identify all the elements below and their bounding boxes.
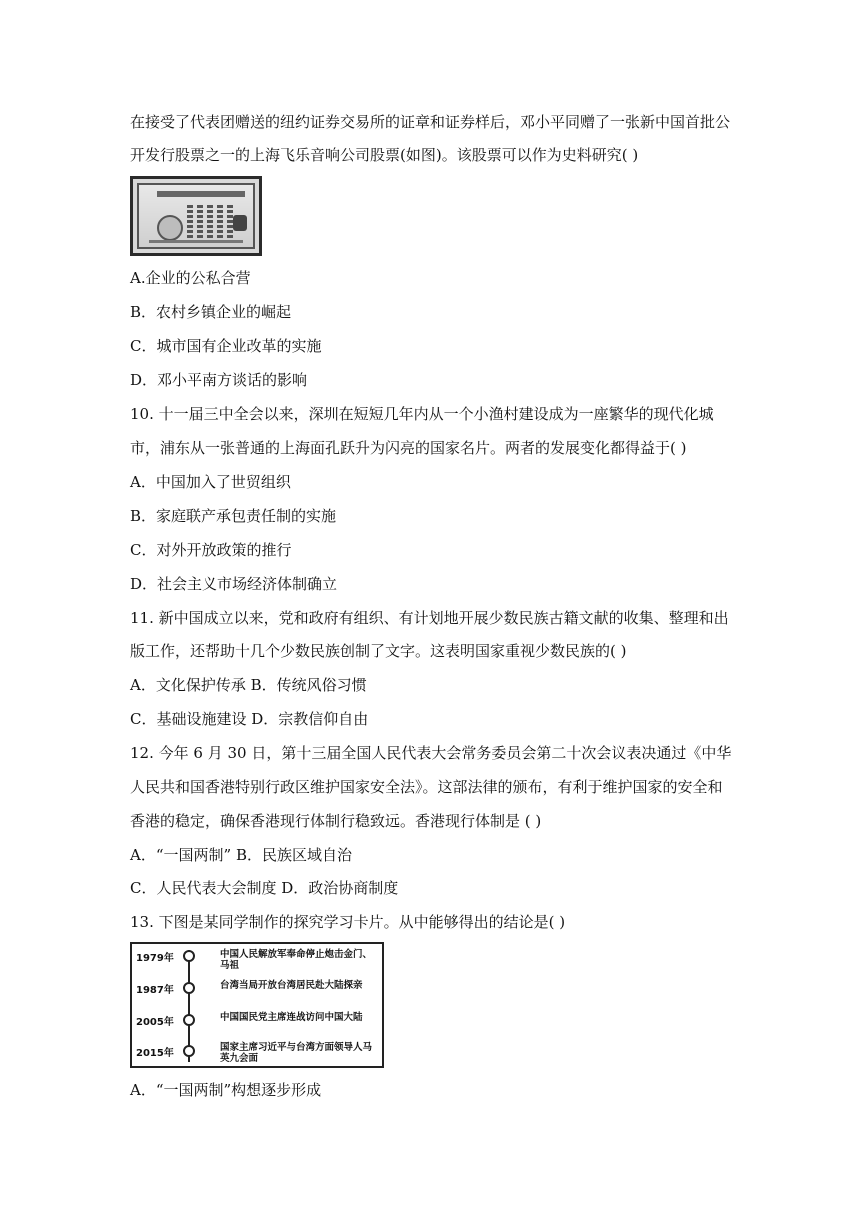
timeline-card	[130, 942, 384, 1068]
q10-stem-line-1: 10. 十一届三中全会以来，深圳在短短几年内从一个小渔村建设成为一座繁华的现代化城	[130, 405, 714, 423]
q11-options-ab: A．文化保护传承 B．传统风俗习惯	[130, 676, 367, 694]
timeline-event: 台湾当局开放台湾居民赴大陆探亲	[220, 980, 363, 991]
q9-option-a: A.企业的公私合营	[130, 269, 251, 287]
timeline-year: 2015年	[136, 1048, 174, 1059]
stock-text-column	[197, 205, 203, 239]
timeline-event: 中国国民党主席连战访问中国大陆	[220, 1012, 363, 1023]
q9-option-b: B．农村乡镇企业的崛起	[130, 303, 292, 321]
stock-text-column	[187, 205, 193, 239]
q10-option-b: B．家庭联产承包责任制的实施	[130, 507, 337, 525]
stock-seal-icon	[157, 215, 183, 241]
stock-stamp-icon	[233, 215, 247, 231]
timeline-year: 2005年	[136, 1017, 174, 1028]
q13-stem-line-1: 13. 下图是某同学制作的探究学习卡片。从中能够得出的结论是( )	[130, 913, 566, 931]
q10-stem-line-2: 市，浦东从一张普通的上海面孔跃升为闪亮的国家名片。两者的发展变化都得益于( )	[130, 439, 687, 457]
q11-stem-line-1: 11. 新中国成立以来，党和政府有组织、有计划地开展少数民族古籍文献的收集、整理和出	[130, 609, 729, 627]
timeline-dot-icon	[183, 982, 195, 994]
stock-text-column	[217, 205, 223, 239]
q12-stem-line-1: 12. 今年 6 月 30 日，第十三届全国人民代表大会常务委员会第二十次会议表决通过《中华	[130, 744, 732, 762]
timeline-year: 1987年	[136, 985, 174, 996]
q9-option-d: D．邓小平南方谈话的影响	[130, 371, 308, 389]
timeline-dot-icon	[183, 950, 195, 962]
q12-options-ab: A．“一国两制” B．民族区域自治	[130, 846, 352, 864]
q12-stem-line-3: 香港的稳定，确保香港现行体制行稳致远。香港现行体制是 ( )	[130, 812, 542, 830]
question-9-stem-line-2: 开发行股票之一的上海飞乐音响公司股票(如图)。该股票可以作为史料研究( )	[130, 146, 639, 164]
q13-option-a: A．“一国两制”构想逐步形成	[130, 1081, 322, 1099]
timeline-year: 1979年	[136, 953, 174, 964]
q10-option-d: D．社会主义市场经济体制确立	[130, 575, 338, 593]
timeline-event: 中国人民解放军奉命停止炮击金门、马祖	[220, 949, 373, 971]
stock-title-strip	[157, 191, 245, 197]
q12-options-cd: C．人民代表大会制度 D．政治协商制度	[130, 879, 399, 897]
q10-option-c: C．对外开放政策的推行	[130, 541, 292, 559]
stock-footer-strip	[149, 240, 243, 243]
question-9-stem-line-1: 在接受了代表团赠送的纽约证券交易所的证章和证券样后，邓小平同赠了一张新中国首批公	[130, 113, 731, 131]
q11-options-cd: C．基础设施建设 D．宗教信仰自由	[130, 710, 369, 728]
q11-stem-line-2: 版工作，还帮助十几个少数民族创制了文字。这表明国家重视少数民族的( )	[130, 642, 627, 660]
timeline-dot-icon	[183, 1045, 195, 1057]
stock-certificate-image	[130, 176, 262, 256]
timeline-dot-icon	[183, 1014, 195, 1026]
stock-text-column	[207, 205, 213, 239]
q9-option-c: C．城市国有企业改革的实施	[130, 337, 322, 355]
timeline-event: 国家主席习近平与台湾方面领导人马英九会面	[220, 1042, 373, 1064]
q12-stem-line-2: 人民共和国香港特别行政区维护国家安全法》。这部法律的颁布，有利于维护国家的安全和	[130, 778, 723, 796]
q10-option-a: A．中国加入了世贸组织	[130, 473, 291, 491]
